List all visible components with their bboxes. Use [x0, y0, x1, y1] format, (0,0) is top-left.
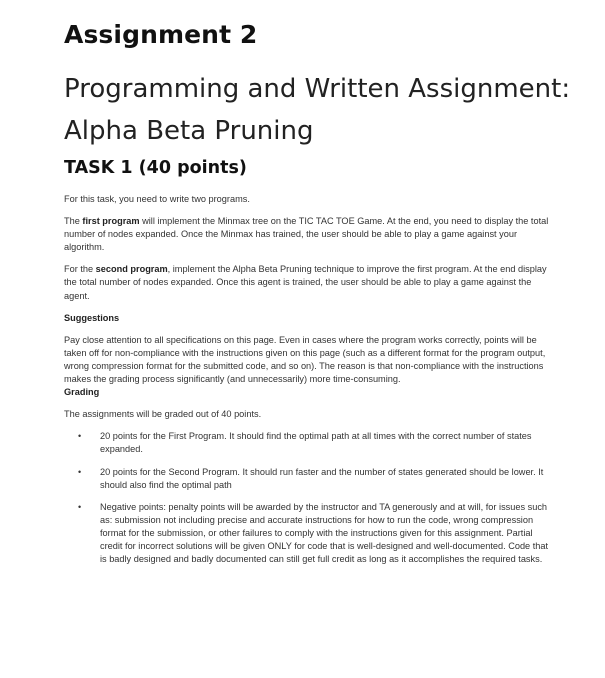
- grading-intro: The assignments will be graded out of 40 points.: [64, 409, 262, 420]
- intro-paragraph: For this task, you need to write two programs.: [64, 194, 250, 204]
- bullet-icon: •: [78, 431, 82, 442]
- page-title: Assignment 2: [64, 20, 258, 49]
- list-item-text: 20 points for the First Program. It should find the optimal path at all times with the correct number of states expanded.: [100, 431, 532, 455]
- suggestions-heading: Suggestions: [64, 312, 120, 323]
- list-item: [64, 501, 550, 566]
- list-item-text: 20 points for the Second Program. It should run faster and the number of states generated should be lower. It should also find the optimal path: [100, 466, 544, 490]
- second-program-paragraph: [64, 263, 550, 302]
- page-subtitle: Programming and Written Assignment: Alpha Beta Pruning: [64, 74, 571, 146]
- bullet-icon: •: [78, 501, 82, 512]
- first-program-text: will implement the Minmax tree on the TIC TAC TOE Game. At the end, you need to display the total number of nodes expanded. Once the Minmax has trained, the user should be able to play a game against your algorithm.: [64, 216, 549, 253]
- grading-list: [64, 430, 550, 566]
- list-item: [64, 430, 550, 456]
- first-program-label: first program: [82, 216, 140, 227]
- second-program-text: , implement the Alpha Beta Pruning technique to improve the first program. At the end display the total number of nodes expanded. Once this agent is trained, the user should be able to play a game against the agent.: [64, 264, 547, 301]
- bullet-icon: •: [78, 466, 82, 477]
- first-program-paragraph: [64, 215, 550, 254]
- list-item: [64, 466, 550, 492]
- suggestions-paragraph: Pay close attention to all specifications on this page. Even in cases where the program works correctly, points will be taken off for non-compliance with the instructions given on this page (such as a different format for the program output, wrong compression format for the submitted code, and so on). The reason is that non-compliance with the instructions makes the grading process significantly (and unnecessarily) more time-consuming.: [64, 334, 546, 385]
- first-program-pre: The: [64, 216, 83, 227]
- task-heading: TASK 1 (40 points): [64, 158, 247, 178]
- second-program-pre: For the: [64, 264, 96, 275]
- document-body: [64, 193, 550, 575]
- second-program-label: second program: [95, 264, 168, 275]
- list-item-text: Negative points: penalty points will be awarded by the instructor and TA generously and at will, for issues such as: submission not including precise and accurate instructions for how to run the code, wrong compression format for the submission, or other failures to comply with the instructions given for this assignment. Partial credit for incorrect solutions will be given ONLY for code that is well-designed and well-documented. Code that is badly designed and badly documented can still get full credit as long as it accomplishes the required tasks.: [100, 501, 549, 565]
- grading-heading: Grading: [64, 387, 100, 398]
